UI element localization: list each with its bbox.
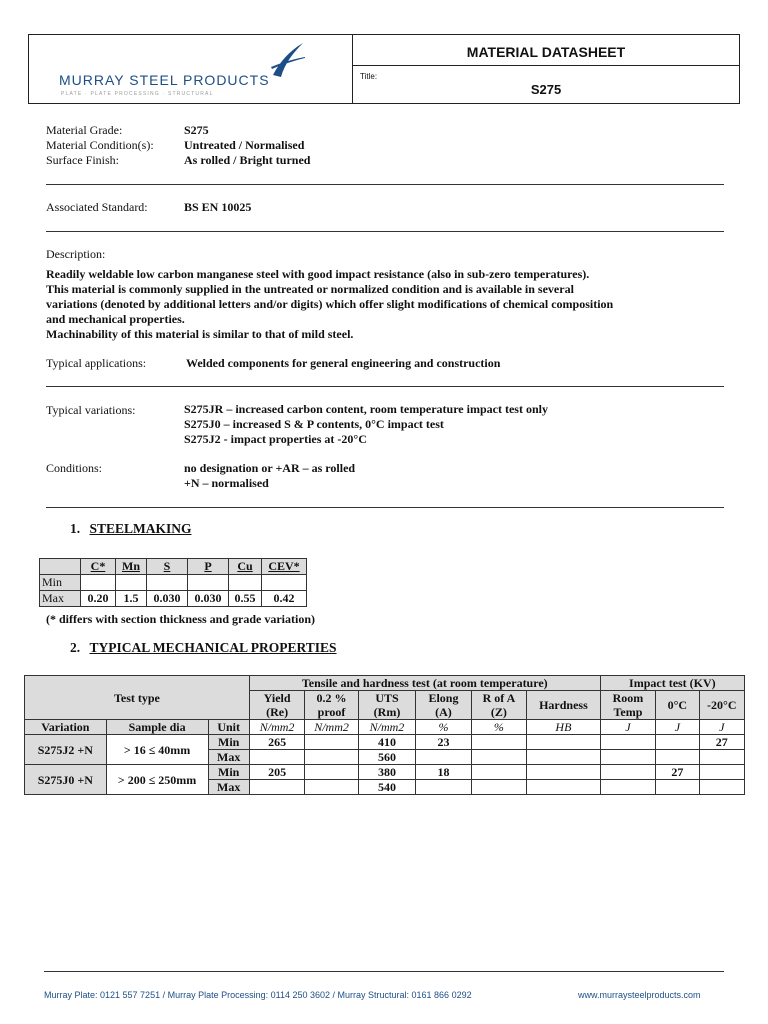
section-number: 1. — [70, 521, 81, 536]
table-cell: 23 — [416, 735, 471, 750]
table-corner-cell — [40, 559, 81, 575]
column-header-minus20c: -20°C — [699, 691, 744, 720]
table-cell — [527, 735, 601, 750]
mechanical-properties-table — [24, 675, 745, 795]
table-header-cell: CEV* — [262, 559, 307, 575]
table-cell: 540 — [358, 780, 415, 795]
material-condition-value: Untreated / Normalised — [184, 138, 305, 152]
table-cell — [527, 765, 601, 780]
table-cell — [656, 750, 699, 765]
table-cell — [305, 765, 358, 780]
table-footnote: (* differs with section thickness and grade variation) — [46, 612, 315, 626]
title-label: Title: — [360, 72, 378, 81]
sample-dia-header: Sample dia — [106, 720, 208, 735]
variation-cell: S275J2 +N — [25, 735, 107, 765]
description-label: Description: — [46, 247, 106, 261]
company-logo-icon — [267, 41, 307, 81]
section-divider — [46, 507, 724, 508]
column-header-room-temp: Room Temp — [600, 691, 655, 720]
description-line: Machinability of this material is similar to that of mild steel. — [46, 327, 354, 341]
table-cell — [600, 735, 655, 750]
surface-finish-label: Surface Finish: — [46, 153, 119, 167]
table-cell: 0.20 — [81, 591, 116, 607]
table-cell — [305, 780, 358, 795]
row-label: Min — [40, 575, 81, 591]
table-cell — [249, 750, 304, 765]
footer-contacts: Murray Plate: 0121 557 7251 / Murray Plate Processing: 0114 250 3602 / Murray Structural: 0161 866 0292 — [44, 990, 472, 1000]
description-line: Readily weldable low carbon manganese steel with good impact resistance (also in sub-zero temperatures). — [46, 267, 590, 281]
title-value: S275 — [530, 82, 562, 97]
variation-item: S275JR – increased carbon content, room temperature impact test only — [184, 402, 548, 416]
applications-value: Welded components for general engineering and construction — [186, 356, 501, 370]
section-divider — [46, 231, 724, 232]
table-cell: 410 — [358, 735, 415, 750]
table-cell: 1.5 — [116, 591, 147, 607]
unit-cell: N/mm2 — [305, 720, 358, 735]
unit-cell: J — [656, 720, 699, 735]
table-header-row — [40, 559, 307, 575]
table-cell — [527, 780, 601, 795]
section-heading-mechanical — [70, 640, 337, 656]
table-unit-row — [25, 720, 745, 735]
table-cell — [305, 750, 358, 765]
max-label: Max — [208, 750, 249, 765]
table-cell — [471, 765, 526, 780]
table-cell: 27 — [699, 735, 744, 750]
table-row — [25, 765, 745, 780]
unit-cell: N/mm2 — [358, 720, 415, 735]
table-header-cell: Cu — [229, 559, 262, 575]
table-cell — [600, 750, 655, 765]
header-title-divider — [352, 65, 739, 66]
table-cell — [229, 575, 262, 591]
table-row — [40, 575, 307, 591]
sample-dia-cell: > 16 ≤ 40mm — [106, 735, 208, 765]
table-cell: 205 — [249, 765, 304, 780]
unit-cell: N/mm2 — [249, 720, 304, 735]
table-cell — [656, 735, 699, 750]
max-label: Max — [208, 780, 249, 795]
section-number: 2. — [70, 640, 81, 655]
table-cell: 380 — [358, 765, 415, 780]
description-line: variations (denoted by additional letters and/or digits) which offer slight modifications of chemical composition — [46, 297, 614, 311]
table-header-cell: P — [188, 559, 229, 575]
table-cell — [416, 750, 471, 765]
footer-divider — [44, 971, 724, 972]
table-cell — [188, 575, 229, 591]
table-cell: 265 — [249, 735, 304, 750]
column-header-0c: 0°C — [656, 691, 699, 720]
table-cell — [262, 575, 307, 591]
condition-item: no designation or +AR – as rolled — [184, 461, 356, 475]
table-header-cell: Mn — [116, 559, 147, 575]
table-row — [25, 735, 745, 750]
footer-website-link[interactable]: www.murraysteelproducts.com — [578, 990, 701, 1000]
variation-item: S275J2 - impact properties at -20°C — [184, 432, 367, 446]
row-label: Max — [40, 591, 81, 607]
table-cell — [471, 750, 526, 765]
table-cell — [305, 735, 358, 750]
condition-item: +N – normalised — [184, 476, 269, 490]
column-header-rofa: R of A (Z) — [471, 691, 526, 720]
table-cell — [147, 575, 188, 591]
test-type-header: Test type — [25, 676, 250, 720]
company-tagline: PLATE · PLATE PROCESSING · STRUCTURAL — [61, 91, 214, 97]
min-label: Min — [208, 765, 249, 780]
section-heading-steelmaking — [70, 521, 192, 537]
table-cell: 0.030 — [188, 591, 229, 607]
table-cell — [699, 765, 744, 780]
variation-item: S275J0 – increased S & P contents, 0°C impact test — [184, 417, 444, 431]
min-label: Min — [208, 735, 249, 750]
material-grade-label: Material Grade: — [46, 123, 123, 137]
table-cell: 27 — [656, 765, 699, 780]
variation-cell: S275J0 +N — [25, 765, 107, 795]
unit-cell: % — [416, 720, 471, 735]
company-name: MURRAY STEEL PRODUCTS — [59, 72, 270, 88]
section-divider — [46, 386, 724, 387]
table-cell: 560 — [358, 750, 415, 765]
chemical-composition-table — [39, 558, 307, 607]
table-cell — [416, 780, 471, 795]
table-cell — [600, 780, 655, 795]
table-header-cell: C* — [81, 559, 116, 575]
impact-group-header: Impact test (KV) — [600, 676, 744, 691]
table-cell — [600, 765, 655, 780]
column-header-elong: Elong (A) — [416, 691, 471, 720]
table-cell — [116, 575, 147, 591]
table-cell — [471, 735, 526, 750]
column-header-proof: 0.2 % proof — [305, 691, 358, 720]
description-text — [46, 267, 726, 342]
material-condition-label: Material Condition(s): — [46, 138, 154, 152]
table-cell: 0.42 — [262, 591, 307, 607]
unit-header: Unit — [208, 720, 249, 735]
section-title: STEELMAKING — [89, 521, 192, 536]
table-cell — [527, 750, 601, 765]
table-cell: 0.030 — [147, 591, 188, 607]
table-cell: 18 — [416, 765, 471, 780]
table-header-cell: S — [147, 559, 188, 575]
document-heading: MATERIAL DATASHEET — [466, 44, 626, 60]
description-line: This material is commonly supplied in the untreated or normalized condition and is available in several — [46, 282, 574, 296]
variations-label: Typical variations: — [46, 403, 136, 417]
table-row — [40, 591, 307, 607]
table-cell — [81, 575, 116, 591]
table-cell: 0.55 — [229, 591, 262, 607]
description-line: and mechanical properties. — [46, 312, 185, 326]
table-header-row — [25, 676, 745, 691]
document-header — [28, 34, 740, 104]
variation-header: Variation — [25, 720, 107, 735]
section-divider — [46, 184, 724, 185]
applications-label: Typical applications: — [46, 356, 147, 370]
associated-standard-label: Associated Standard: — [46, 200, 148, 214]
unit-cell: J — [600, 720, 655, 735]
conditions-list — [184, 461, 355, 491]
unit-cell: HB — [527, 720, 601, 735]
surface-finish-value: As rolled / Bright turned — [184, 153, 311, 167]
column-header-hardness: Hardness — [527, 691, 601, 720]
conditions-label: Conditions: — [46, 461, 103, 475]
section-title: TYPICAL MECHANICAL PROPERTIES — [89, 640, 337, 655]
table-cell — [249, 780, 304, 795]
column-header-uts: UTS (Rm) — [358, 691, 415, 720]
table-cell — [699, 750, 744, 765]
column-header-yield: Yield (Re) — [249, 691, 304, 720]
unit-cell: J — [699, 720, 744, 735]
associated-standard-value: BS EN 10025 — [184, 200, 252, 214]
table-cell — [656, 780, 699, 795]
table-cell — [699, 780, 744, 795]
tensile-group-header: Tensile and hardness test (at room temperature) — [249, 676, 600, 691]
sample-dia-cell: > 200 ≤ 250mm — [106, 765, 208, 795]
unit-cell: % — [471, 720, 526, 735]
table-cell — [471, 780, 526, 795]
material-grade-value: S275 — [184, 123, 209, 137]
variations-list — [184, 402, 548, 447]
